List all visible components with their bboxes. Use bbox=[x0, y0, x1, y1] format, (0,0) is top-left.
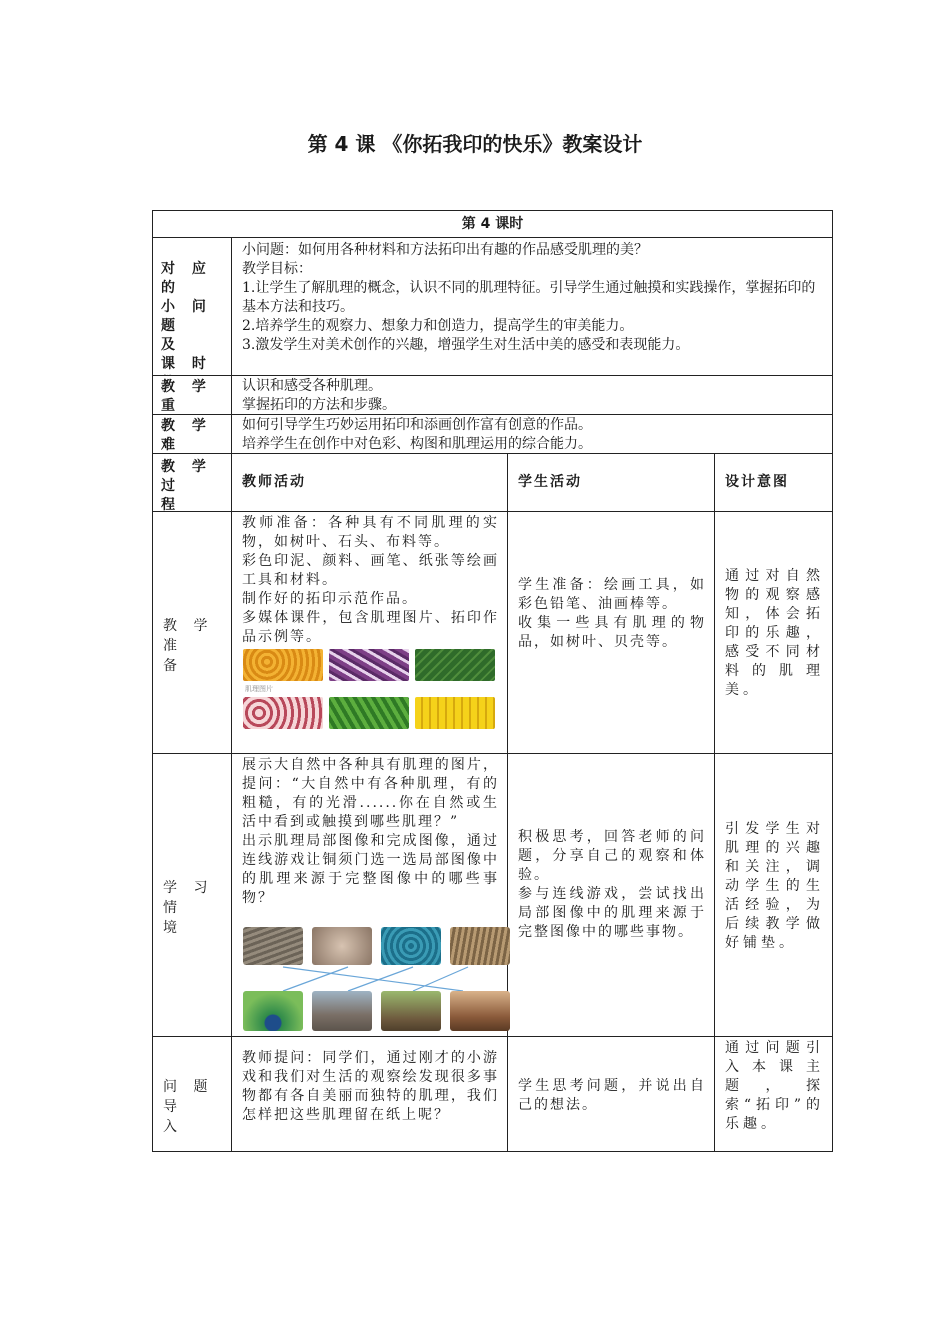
difficulty-label bbox=[152, 414, 232, 454]
row-prep-intent: 通过对自然物的观察感知，体会拓印的乐趣，感受不同材料的肌理美。 bbox=[714, 511, 833, 754]
student-line: 积极思考，回答老师的问题，分享自己的观察和体验。 bbox=[518, 829, 706, 883]
row-situation-intent: 引发学生对肌理的兴趣和关注，调动学生的生活经验，为后续教学做好铺垫。 bbox=[714, 753, 833, 1037]
row-intro-teacher bbox=[231, 1036, 508, 1152]
key-point: 掌握拓印的方法和步骤。 bbox=[242, 397, 396, 413]
texture-images-top bbox=[243, 649, 495, 681]
elephant-skin-image bbox=[243, 927, 303, 965]
leaf-texture-image bbox=[415, 649, 495, 681]
corn-texture-image bbox=[415, 697, 495, 729]
key-point: 认识和感受各种肌理。 bbox=[242, 378, 382, 394]
label-line: 备 bbox=[163, 658, 183, 674]
match-line bbox=[283, 967, 463, 991]
label-line: 教 学 重 bbox=[161, 379, 212, 414]
process-label bbox=[152, 453, 232, 512]
period-header: 第 4 课时 bbox=[152, 210, 833, 238]
student-line: 学生准备：绘画工具，如彩色铅笔、油画棒等。 bbox=[518, 577, 706, 612]
objectives-content bbox=[231, 237, 833, 376]
key-points-label bbox=[152, 375, 232, 415]
objectives-label bbox=[152, 237, 232, 376]
label-line: 教 学 过 bbox=[161, 459, 212, 494]
row-situation-label bbox=[152, 753, 232, 1037]
row-intro-student bbox=[507, 1036, 715, 1152]
teacher-line: 教师提问：同学们，通过刚才的小游戏和我们对生活的观察绘发现很多事物都有各自美丽而独特的肌理，我们怎样把这些肌理留在纸上呢？ bbox=[242, 1050, 499, 1123]
teacher-line: 教师准备：各种具有不同肌理的实物，如树叶、石头、布料等。 bbox=[242, 515, 499, 550]
objective-item: 1.让学生了解肌理的概念，认识不同的肌理特征。引导学生通过触摸和实践操作，掌握拓印的基本方法和技巧。 bbox=[242, 280, 816, 315]
small-question: 小问题：如何用各种材料和方法拓印出有趣的作品感受肌理的美？ bbox=[242, 242, 648, 258]
melon-texture-image bbox=[243, 649, 323, 681]
green-vegetable-texture-image bbox=[329, 697, 409, 729]
label-line: 教 学 难 bbox=[161, 418, 212, 453]
match-line bbox=[283, 967, 348, 991]
label-line: 境 bbox=[163, 920, 183, 936]
label-line: 对 应 的 bbox=[161, 261, 212, 296]
peacock-image bbox=[243, 991, 303, 1031]
rhino-skin-image bbox=[312, 927, 372, 965]
rhino-image bbox=[450, 991, 510, 1031]
peacock-feather-image bbox=[381, 927, 441, 965]
col-intent-header: 设计意图 bbox=[714, 453, 833, 512]
tree-image bbox=[381, 991, 441, 1031]
teacher-line: 制作好的拓印示范作品。 bbox=[242, 591, 418, 607]
octopus-texture-image bbox=[243, 697, 323, 729]
col-student-header: 学生活动 bbox=[507, 453, 715, 512]
teacher-line: 展示大自然中各种具有肌理的图片，提问：“大自然中有各种肌理，有的粗糙，有的光滑......你在自然或生活中看到或触摸到哪些肌理？” bbox=[242, 757, 499, 830]
student-line: 收集一些具有肌理的物品，如树叶、贝壳等。 bbox=[518, 615, 706, 650]
tree-bark-image bbox=[450, 927, 510, 965]
objectives-heading: 教学目标： bbox=[242, 261, 312, 277]
match-line bbox=[348, 967, 413, 991]
row-intro-label bbox=[152, 1036, 232, 1152]
label-line: 程 bbox=[161, 497, 181, 512]
partial-images bbox=[243, 927, 510, 965]
label-line: 小 问 题 bbox=[161, 299, 212, 334]
elephant-image bbox=[312, 991, 372, 1031]
row-intro-intent: 通过问题引入本课主题，探索“拓印”的乐趣。 bbox=[714, 1036, 833, 1152]
label-line: 课 时 bbox=[161, 356, 212, 372]
matching-lines bbox=[243, 964, 493, 994]
teacher-line: 出示肌理局部图像和完成图像，通过连线游戏让铜须门选一选局部图像中的肌理来源于完整图像中的哪些事物？ bbox=[242, 833, 499, 906]
label-line: 问 题 导 bbox=[163, 1079, 214, 1115]
image-caption: 肌理图片 bbox=[245, 685, 273, 693]
label-line: 学 习 情 bbox=[163, 880, 214, 916]
cabbage-texture-image bbox=[329, 649, 409, 681]
full-images bbox=[243, 991, 510, 1031]
label-line: 及 bbox=[161, 337, 181, 353]
difficulty-item: 如何引导学生巧妙运用拓印和添画创作富有创意的作品。 bbox=[242, 417, 592, 433]
difficulty-content bbox=[231, 414, 833, 454]
objective-item: 2.培养学生的观察力、想象力和创造力，提高学生的审美能力。 bbox=[242, 318, 634, 334]
difficulty-item: 培养学生在创作中对色彩、构图和肌理运用的综合能力。 bbox=[242, 436, 592, 452]
teacher-line: 多媒体课件，包含肌理图片、拓印作品示例等。 bbox=[242, 610, 499, 645]
label-line: 教 学 准 bbox=[163, 618, 214, 654]
key-points-content bbox=[231, 375, 833, 415]
student-line: 参与连线游戏，尝试找出局部图像中的肌理来源于完整图像中的哪些事物。 bbox=[518, 886, 706, 940]
col-teacher-header: 教师活动 bbox=[231, 453, 508, 512]
page-title: 第 4 课 《你拓我印的快乐》教案设计 bbox=[307, 132, 643, 156]
teacher-line: 彩色印泥、颜料、画笔、纸张等绘画工具和材料。 bbox=[242, 553, 499, 588]
row-situation-student bbox=[507, 753, 715, 1037]
label-line: 入 bbox=[163, 1119, 183, 1135]
objective-item: 3.激发学生对美术创作的兴趣，增强学生对生活中美的感受和表现能力。 bbox=[242, 337, 690, 353]
row-prep-student bbox=[507, 511, 715, 754]
row-prep-label bbox=[152, 511, 232, 754]
student-line: 学生思考问题，并说出自己的想法。 bbox=[518, 1078, 706, 1113]
texture-images-bottom bbox=[243, 697, 495, 729]
